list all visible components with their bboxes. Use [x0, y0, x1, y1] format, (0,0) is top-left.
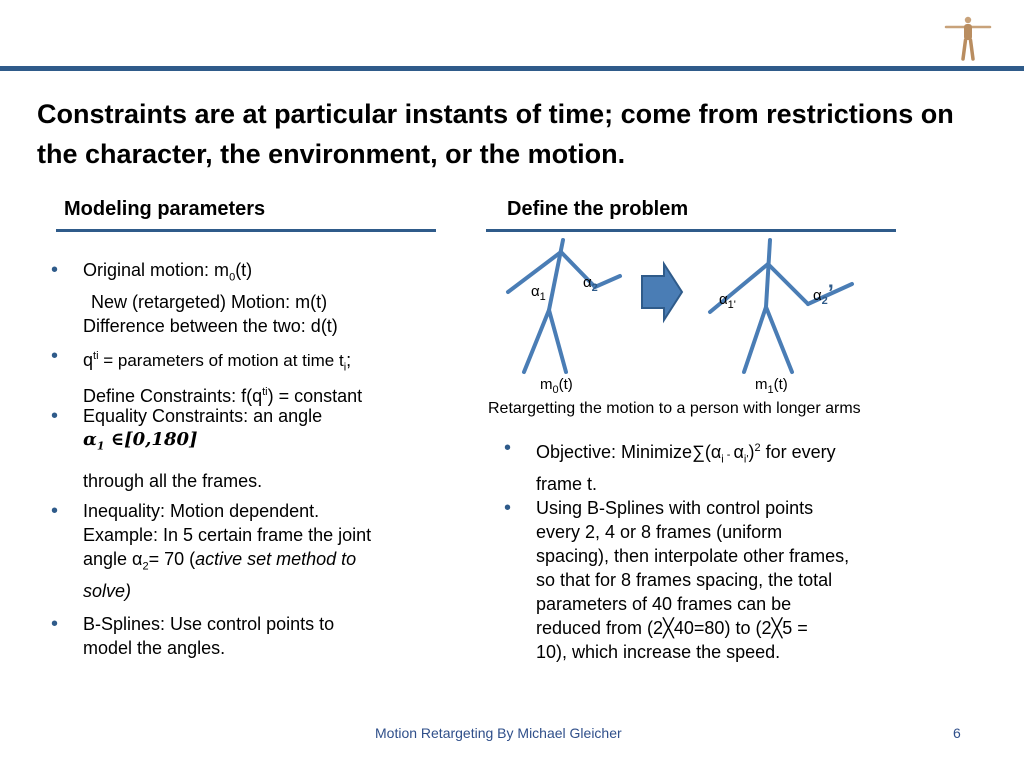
text: Equality Constraints: an angle — [83, 406, 323, 426]
bullet-original-motion — [51, 258, 463, 338]
text: m — [755, 376, 768, 393]
text: ∈[0,180] — [104, 429, 198, 450]
subscript: i' — [743, 453, 749, 466]
subscript: 0 — [229, 271, 236, 284]
label-alpha2-prime — [813, 280, 834, 307]
subscript: 1 — [96, 439, 105, 453]
bullet-inequality — [51, 499, 463, 603]
text: through all the frames. — [83, 470, 263, 491]
prime-mark: ’ — [827, 280, 834, 305]
bullet-equality-constraints — [51, 404, 463, 493]
text: angle α — [83, 549, 143, 569]
stick-figure-original — [508, 240, 620, 372]
text: 10), which increase the speed. — [536, 642, 781, 662]
bullet-dot-icon: • — [51, 345, 59, 367]
text: α — [83, 429, 97, 450]
bullet-objective — [504, 436, 956, 496]
text: (t) — [235, 260, 253, 280]
subscript: 2 — [591, 282, 598, 294]
footer-text: Motion Retargeting By Michael Gleicher — [375, 725, 622, 741]
math-angle-range — [83, 428, 463, 459]
text: New (retargeted) Motion: m(t) — [91, 291, 328, 312]
page-number: 6 — [953, 725, 961, 741]
right-column-heading: Define the problem — [507, 198, 689, 220]
text: for every — [760, 442, 836, 462]
text: ) — [748, 442, 755, 462]
text: Using B-Splines with control points — [536, 498, 814, 518]
bullet-dot-icon: • — [51, 500, 59, 522]
text: Example: In 5 certain frame the joint — [83, 525, 372, 545]
slide-title: Constraints are at particular instants of time; come from restrictions on the character, the environment, or the motion. — [37, 99, 954, 169]
bullet-dot-icon: • — [51, 613, 59, 635]
text: spacing), then interpolate other frames, — [536, 546, 850, 566]
text: ) = constant — [267, 385, 363, 406]
text: Inequality: Motion dependent. — [83, 501, 320, 521]
label-alpha1-prime — [719, 291, 736, 311]
subscript: 2 — [821, 295, 828, 307]
text: solve) — [83, 580, 132, 601]
subscript: 1' — [727, 299, 736, 311]
bullet-bsplines-control-points — [504, 496, 956, 664]
subscript: 1 — [767, 384, 774, 396]
text: (t) — [558, 376, 573, 393]
label-alpha1 — [531, 283, 546, 303]
text: so that for 8 frames spacing, the total — [536, 570, 833, 590]
text: m — [540, 376, 553, 393]
text: α — [719, 291, 728, 308]
left-heading-rule — [56, 229, 436, 232]
text: ; — [346, 350, 352, 370]
subscript: 0 — [552, 384, 559, 396]
label-m1 — [755, 376, 788, 396]
superscript: 2 — [754, 442, 761, 454]
text: frame t. — [536, 473, 598, 494]
bullet-parameters — [51, 344, 463, 408]
bullet-dot-icon: • — [51, 405, 59, 427]
text: model the angles. — [83, 638, 226, 658]
text: parameters of 40 frames can be — [536, 594, 792, 614]
text: active set method to — [195, 549, 357, 569]
text: reduced from (2╳40=80) to (2╳5 = — [536, 618, 808, 638]
human-figure-logo-icon — [944, 14, 992, 62]
text: Difference between the two: d(t) — [83, 315, 338, 336]
text: q — [83, 350, 94, 370]
text: Original motion: m — [83, 260, 230, 280]
text: Objective: Minimize∑(α — [536, 442, 722, 462]
subscript: 1 — [539, 291, 546, 303]
text: α — [531, 283, 540, 300]
text: (t) — [773, 376, 788, 393]
text: α — [733, 442, 744, 462]
text: = 70 ( — [148, 549, 196, 569]
text: α — [583, 274, 592, 291]
label-m0 — [540, 376, 573, 396]
label-alpha2 — [583, 274, 598, 294]
text: = parameters of motion at time t — [98, 351, 344, 370]
text: α — [813, 287, 822, 304]
bullet-dot-icon: • — [504, 437, 512, 459]
bullet-dot-icon: • — [51, 259, 59, 281]
bullet-dot-icon: • — [504, 497, 512, 519]
subscript: i — [721, 453, 724, 466]
stick-figures-diagram — [486, 232, 926, 382]
superscript: ti — [93, 350, 99, 362]
subscript: 2 — [142, 560, 149, 573]
top-bar — [0, 66, 1024, 71]
text: B-Splines: Use control points to — [83, 614, 335, 634]
bullet-bsplines — [51, 612, 463, 660]
right-arrow-icon — [642, 264, 682, 320]
left-column-heading: Modeling parameters — [64, 198, 266, 220]
subscript: i — [343, 361, 347, 374]
text: Define Constraints: f(q — [83, 385, 263, 406]
text: - — [723, 449, 734, 461]
figure-caption: Retargetting the motion to a person with longer arms — [488, 400, 861, 417]
text: every 2, 4 or 8 frames (uniform — [536, 522, 783, 542]
superscript: ti — [262, 385, 268, 398]
